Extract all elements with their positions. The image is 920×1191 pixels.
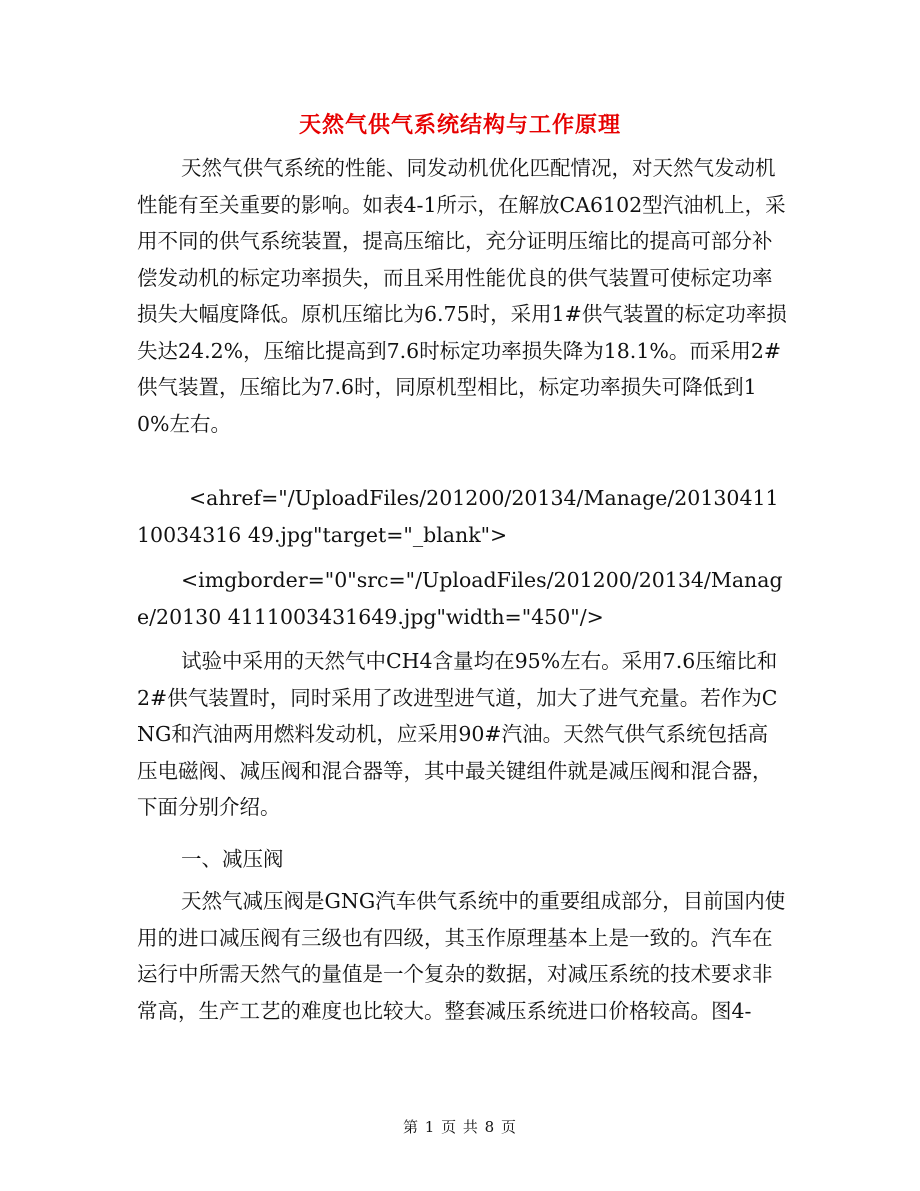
paragraph-link-markup: <ahref="/UploadFiles/201200/20134/Manage/2013041110034316 49.jpg"target="_blank"> — [137, 486, 779, 547]
paragraph-img-markup: <imgborder="0"src="/UploadFiles/201200/20134/Manage/20130 4111003431649.jpg"width="450"/> — [137, 568, 783, 629]
page-footer: 第 1 页 共 8 页 — [403, 1118, 517, 1136]
paragraph-experiment: 试验中采用的天然气中CH4含量均在95%左右。采用7.6压缩比和2#供气装置时，同时采用了改进型进气道，加大了进气充量。若作为CNG和汽油两用燃料发动机，应采用90#汽油。天然气供气系统包括高压电磁阀、减压阀和混合器等，其中最关键组件就是减压阀和混合器，下面分别介绍。 — [137, 649, 778, 819]
paragraph-pressure-reducer: 天然气减压阀是GNG汽车供气系统中的重要组成部分，目前国内使用的进口减压阀有三级也有四级，其玉作原理基本上是一致的。汽车在运行中所需天然气的量值是一个复杂的数据，对减压系统的技术要求非常高，生产工艺的难度也比较大。整套减压系统进口价格较高。图4- — [137, 889, 786, 1023]
section-heading-pressure-reducer: 一、减压阀 — [181, 847, 284, 871]
paragraph-intro: 天然气供气系统的性能、同发动机优化匹配情况，对天然气发动机性能有至关重要的影响。如表4-1所示，在解放CA6102型汽油机上，采用不同的供气系统装置，提高压缩比，充分证明压缩比的提高可部分补偿发动机的标定功率损失，而且采用性能优良的供气装置可使标定功率损失大幅度降低。原机压缩比为6.75时，采用1#供气装置的标定功率损失达24.2%，压缩比提高到7.6时标定功率损失降为18.1%。而采用2#供气装置，压缩比为7.6时，同原机型相比，标定功率损失可降低到10%左右。 — [137, 156, 787, 436]
document-title: 天然气供气系统结构与工作原理 — [298, 112, 621, 138]
